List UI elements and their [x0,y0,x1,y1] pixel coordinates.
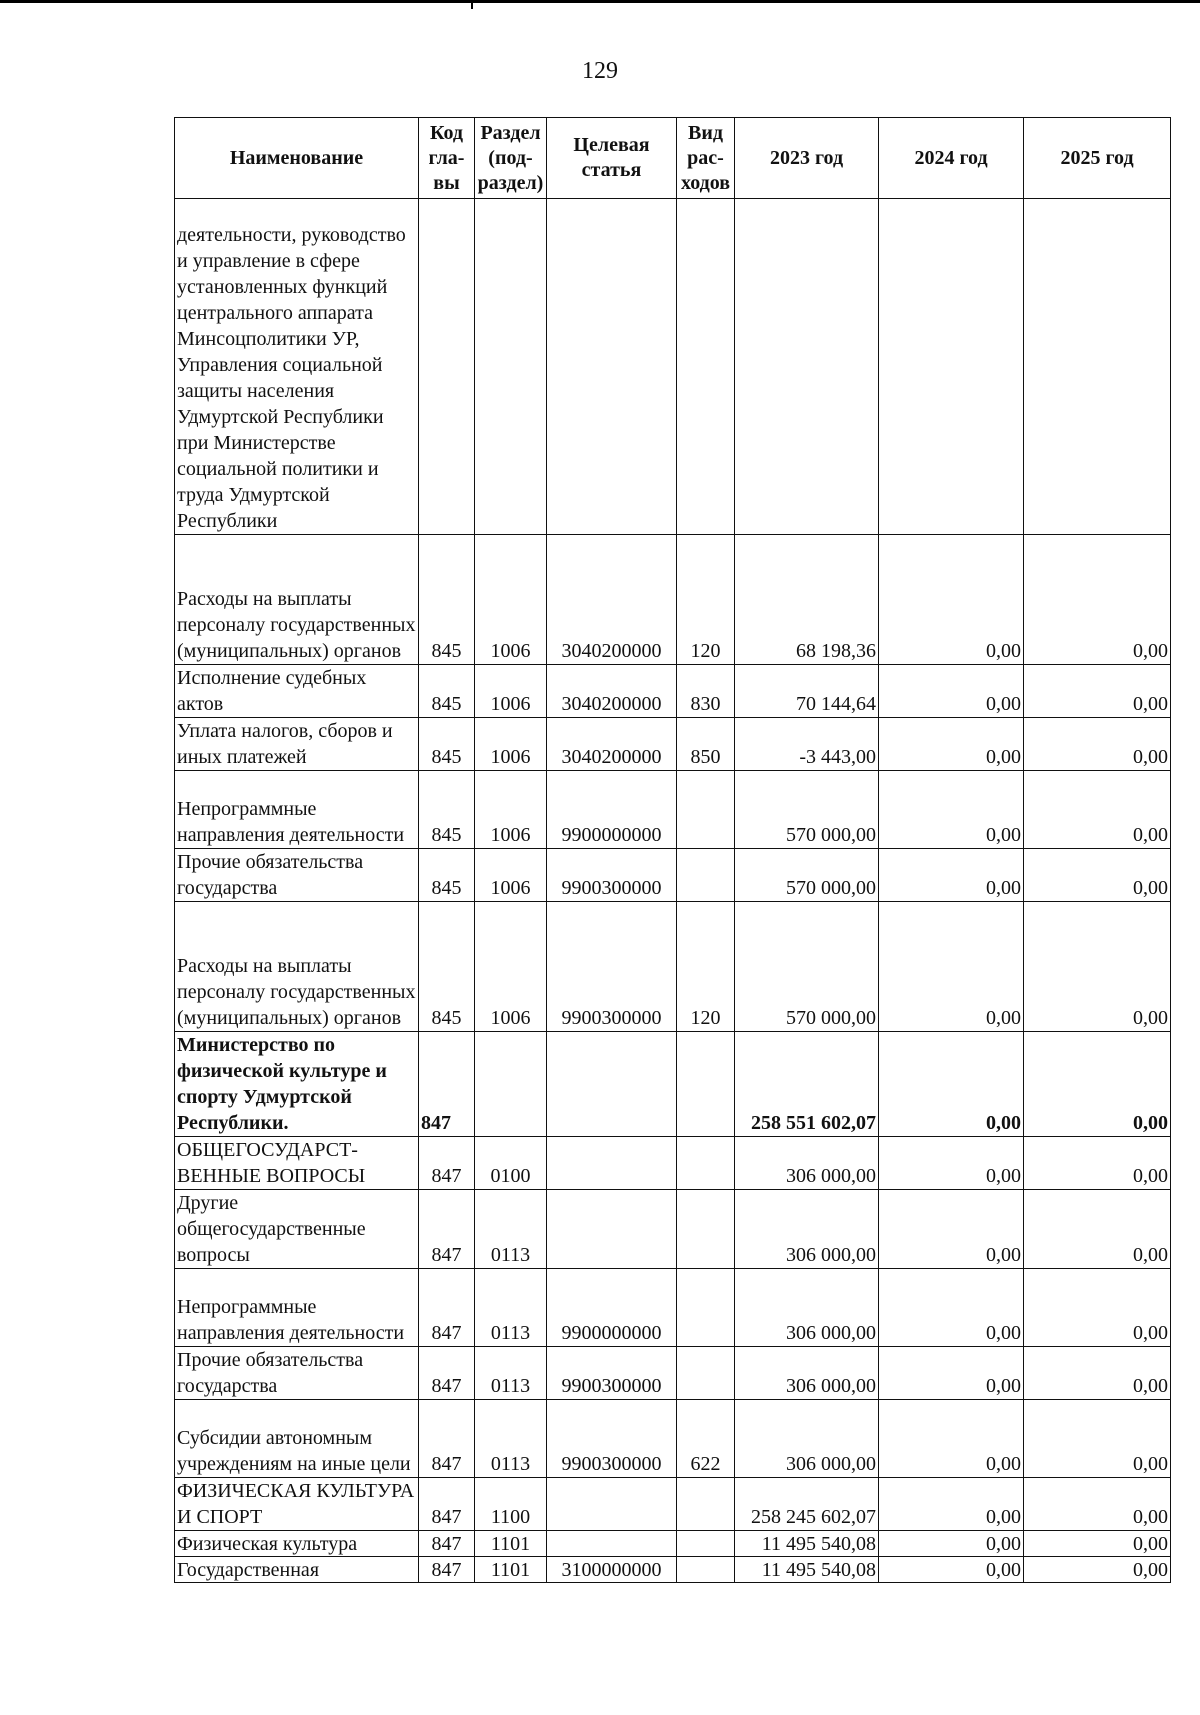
cell-code: 845 [419,718,475,771]
cell-name: Прочие обязательства государства [175,849,419,902]
cell-2024: 0,00 [879,665,1024,718]
cell-type [677,849,735,902]
cell-section: 1006 [475,771,547,849]
table-row [175,665,1171,718]
cell-2024: 0,00 [879,1137,1024,1190]
table-row [175,1557,1171,1583]
cell-name: Прочие обязательства государства [175,1347,419,1400]
cell-2024: 0,00 [879,1400,1024,1478]
cell-type: 622 [677,1400,735,1478]
cell-target: 3100000000 [547,1557,677,1583]
cell-section: 1101 [475,1531,547,1557]
cell-name: Непрограммные направления деятельности [175,771,419,849]
cell-name: Министерство по физической культуре и спорту Удмуртской Республики. [175,1032,419,1137]
cell-section: 1100 [475,1478,547,1531]
cell-target [547,1190,677,1269]
cell-2025: 0,00 [1024,1478,1171,1531]
cell-section: 0113 [475,1269,547,1347]
cell-section: 0113 [475,1347,547,1400]
header-target: Целевая статья [547,118,677,199]
cell-2025: 0,00 [1024,771,1171,849]
cell-target: 9900300000 [547,1347,677,1400]
cell-2023: 306 000,00 [735,1347,879,1400]
cell-2025: 0,00 [1024,1400,1171,1478]
cell-code: 847 [419,1557,475,1583]
cell-2023: 258 245 602,07 [735,1478,879,1531]
cell-type [677,1137,735,1190]
table-row [175,1137,1171,1190]
cell-2024 [879,199,1024,535]
table-row [175,535,1171,665]
cell-2024: 0,00 [879,1032,1024,1137]
header-2024: 2024 год [879,118,1024,199]
cell-type: 120 [677,535,735,665]
cell-2024: 0,00 [879,902,1024,1032]
cell-name: Субсидии автономным учреждениям на иные цели [175,1400,419,1478]
cell-code: 847 [419,1269,475,1347]
cell-code: 847 [419,1531,475,1557]
cell-name: Исполнение судебных актов [175,665,419,718]
table-row [175,1190,1171,1269]
cell-2024: 0,00 [879,535,1024,665]
table-row [175,1531,1171,1557]
cell-2025: 0,00 [1024,1531,1171,1557]
cell-2024: 0,00 [879,849,1024,902]
cell-2025: 0,00 [1024,1032,1171,1137]
cell-2023 [735,199,879,535]
cell-target [547,1032,677,1137]
cell-target [547,1137,677,1190]
cell-2024: 0,00 [879,1531,1024,1557]
cell-type [677,1531,735,1557]
cell-2023: 306 000,00 [735,1400,879,1478]
cell-2025: 0,00 [1024,1137,1171,1190]
cell-2023: 306 000,00 [735,1269,879,1347]
table-row [175,199,1171,535]
table-row [175,771,1171,849]
cell-type: 830 [677,665,735,718]
cell-name: деятельности, руководство и управление в сфере установленных функций центрального аппарата Минсоцполитики УР, Управления социальной защиты населения Удмуртской Республики при Министерстве социальной политики и труда Удмуртской Республики [175,199,419,535]
cell-type [677,1032,735,1137]
table-row [175,849,1171,902]
cell-type: 120 [677,902,735,1032]
cell-section [475,199,547,535]
cell-code: 845 [419,665,475,718]
cell-2024: 0,00 [879,1557,1024,1583]
cell-section [475,1032,547,1137]
cell-2023: 306 000,00 [735,1190,879,1269]
cell-target: 9900300000 [547,849,677,902]
cell-code: 845 [419,849,475,902]
top-border-tick [471,0,473,9]
cell-name: ОБЩЕГОСУДАРСТ-ВЕННЫЕ ВОПРОСЫ [175,1137,419,1190]
cell-type [677,1190,735,1269]
cell-2024: 0,00 [879,771,1024,849]
header-2025: 2025 год [1024,118,1171,199]
cell-2023: 11 495 540,08 [735,1557,879,1583]
cell-name: Другие общегосударственные вопросы [175,1190,419,1269]
cell-code: 847 [419,1137,475,1190]
cell-2025: 0,00 [1024,718,1171,771]
cell-section: 1006 [475,849,547,902]
table-row [175,1400,1171,1478]
cell-2023: -3 443,00 [735,718,879,771]
cell-2024: 0,00 [879,1347,1024,1400]
cell-name: Непрограммные направления деятельности [175,1269,419,1347]
cell-code: 847 [419,1347,475,1400]
header-code: Код гла-вы [419,118,475,199]
cell-2023: 570 000,00 [735,771,879,849]
cell-2025: 0,00 [1024,1190,1171,1269]
cell-2025: 0,00 [1024,1347,1171,1400]
table-header-row [175,118,1171,199]
page-number: 129 [582,58,618,84]
header-section: Раздел (под-раздел) [475,118,547,199]
cell-2023: 258 551 602,07 [735,1032,879,1137]
cell-target: 3040200000 [547,535,677,665]
cell-2025 [1024,199,1171,535]
cell-section: 0100 [475,1137,547,1190]
cell-code: 845 [419,771,475,849]
cell-name: ФИЗИЧЕСКАЯ КУЛЬТУРА И СПОРТ [175,1478,419,1531]
cell-code: 847 [419,1400,475,1478]
cell-name: Уплата налогов, сборов и иных платежей [175,718,419,771]
cell-code: 845 [419,535,475,665]
cell-target [547,1478,677,1531]
cell-code: 847 [419,1032,475,1137]
cell-target: 9900000000 [547,1269,677,1347]
cell-2023: 306 000,00 [735,1137,879,1190]
cell-target: 3040200000 [547,665,677,718]
budget-table [174,117,1171,1583]
cell-2024: 0,00 [879,718,1024,771]
cell-2023: 11 495 540,08 [735,1531,879,1557]
cell-2023: 570 000,00 [735,849,879,902]
cell-name: Государственная [175,1557,419,1583]
cell-section: 1006 [475,718,547,771]
cell-2024: 0,00 [879,1478,1024,1531]
cell-type: 850 [677,718,735,771]
cell-2025: 0,00 [1024,535,1171,665]
cell-target: 9900000000 [547,771,677,849]
cell-type [677,771,735,849]
cell-section: 1006 [475,535,547,665]
cell-section: 1101 [475,1557,547,1583]
cell-name: Расходы на выплаты персоналу государственных (муниципальных) органов [175,902,419,1032]
cell-code: 847 [419,1478,475,1531]
top-border-line [0,0,1200,3]
cell-2025: 0,00 [1024,1557,1171,1583]
cell-type [677,1478,735,1531]
table-row [175,1269,1171,1347]
cell-section: 1006 [475,902,547,1032]
cell-code [419,199,475,535]
table-row [175,1032,1171,1137]
table-row [175,902,1171,1032]
cell-section: 1006 [475,665,547,718]
cell-target [547,199,677,535]
cell-2024: 0,00 [879,1190,1024,1269]
cell-type [677,1269,735,1347]
cell-name: Расходы на выплаты персоналу государственных (муниципальных) органов [175,535,419,665]
cell-2023: 68 198,36 [735,535,879,665]
table-row [175,1347,1171,1400]
cell-section: 0113 [475,1190,547,1269]
header-2023: 2023 год [735,118,879,199]
header-type: Вид рас-ходов [677,118,735,199]
cell-type [677,1347,735,1400]
cell-name: Физическая культура [175,1531,419,1557]
cell-code: 847 [419,1190,475,1269]
cell-target: 9900300000 [547,1400,677,1478]
cell-target: 9900300000 [547,902,677,1032]
cell-2023: 70 144,64 [735,665,879,718]
table-row [175,718,1171,771]
cell-2025: 0,00 [1024,849,1171,902]
cell-type [677,199,735,535]
header-name: Наименование [175,118,419,199]
cell-2023: 570 000,00 [735,902,879,1032]
cell-2025: 0,00 [1024,902,1171,1032]
table-row [175,1478,1171,1531]
cell-type [677,1557,735,1583]
cell-2025: 0,00 [1024,665,1171,718]
cell-target: 3040200000 [547,718,677,771]
cell-section: 0113 [475,1400,547,1478]
cell-2025: 0,00 [1024,1269,1171,1347]
cell-2024: 0,00 [879,1269,1024,1347]
cell-code: 845 [419,902,475,1032]
cell-target [547,1531,677,1557]
